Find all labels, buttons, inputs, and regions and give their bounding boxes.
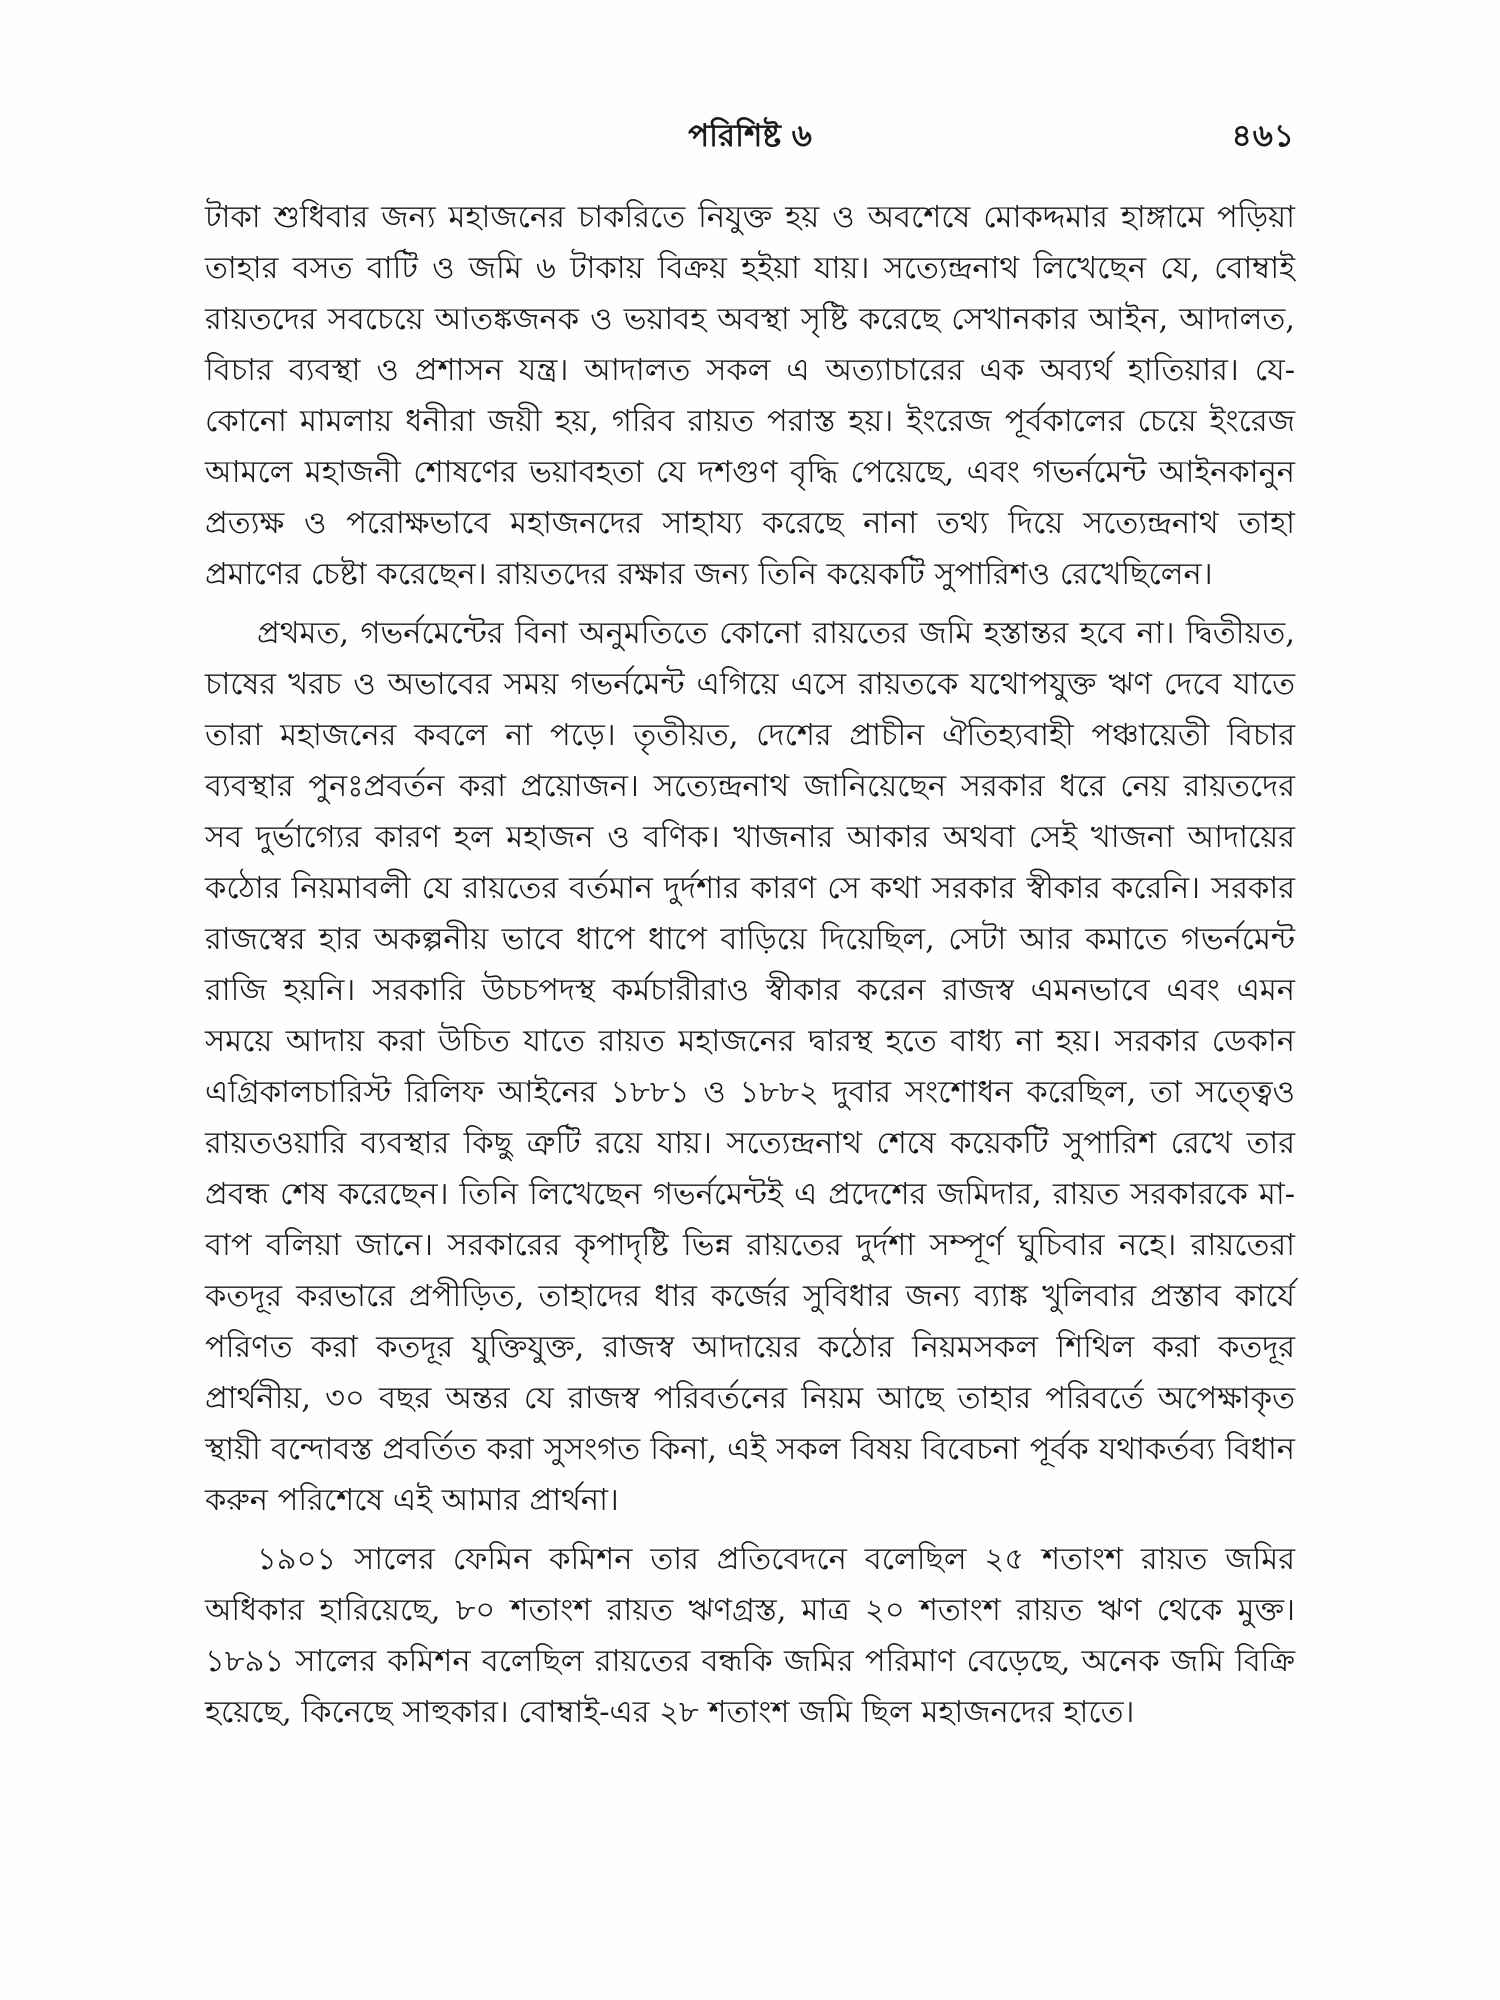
paragraph-3: ১৯০১ সালের ফেমিন কমিশন তার প্রতিবেদনে বলেছিল ২৫ শতাংশ রায়ত জমির অধিকার হারিয়েছে, ৮০ শতাংশ রায়ত ঋণগ্রস্ত, মাত্র ২০ শতাংশ রায়ত ঋণ থেকে মুক্ত। ১৮৯১ সালের কমিশন বলেছিল রায়তের বন্ধকি জমির পরিমাণ বেড়েছে, অনেক জমি বিক্রি হয়েছে, কিনেছে সাহুকার। বোম্বাই-এর ২৮ শতাংশ জমি ছিল মহাজনদের হাতে। [205, 1542, 1295, 1730]
paragraph-2: প্রথমত, গভর্নমেন্টের বিনা অনুমতিতে কোনো রায়তের জমি হস্তান্তর হবে না। দ্বিতীয়ত, চাষের খরচ ও অভাবের সময় গভর্নমেন্ট এগিয়ে এসে রায়তকে যথোপযুক্ত ঋণ দেবে যাতে তারা মহাজনের কবলে না পড়ে। তৃতীয়ত, দেশের প্রাচীন ঐতিহ্যবাহী পঞ্চায়েতী বিচার ব্যবস্থার পুনঃপ্রবর্তন করা প্রয়োজন। সত্যেন্দ্রনাথ জানিয়েছেন সরকার ধরে নেয় রায়তদের সব দুর্ভাগ্যের কারণ হল মহাজন ও বণিক। খাজনার আকার অথবা সেই খাজনা আদায়ের কঠোর নিয়মাবলী যে রায়তের বর্তমান দুর্দশার কারণ সে কথা সরকার স্বীকার করেনি। সরকার রাজস্বের হার অকল্পনীয় ভাবে ধাপে ধাপে বাড়িয়ে দিয়েছিল, সেটা আর কমাতে গভর্নমেন্ট রাজি হয়নি। সরকারি উচচপদস্থ কর্মচারীরাও স্বীকার করেন রাজস্ব এমনভাবে এবং এমন সময়ে আদায় করা উচিত যাতে রায়ত মহাজনের দ্বারস্থ হতে বাধ্য না হয়। সরকার ডেকান এগ্রিকালচারিস্ট রিলিফ আইনের ১৮৮১ ও ১৮৮২ দুবার সংশোধন করেছিল, তা সত্ত্বেও রায়তওয়ারি ব্যবস্থার কিছু ত্রুটি রয়ে যায়। সত্যেন্দ্রনাথ শেষে কয়েকটি সুপারিশ রেখে তার প্রবন্ধ শেষ করেছেন। তিনি লিখেছেন গভর্নমেন্টই এ প্রদেশের জমিদার, রায়ত সরকারকে মা-বাপ বলিয়া জানে। সরকারের কৃপাদৃষ্টি ভিন্ন রায়তের দুর্দশা সম্পূর্ণ ঘুচিবার নহে। রায়তেরা কতদূর করভারে প্রপীড়িত, তাহাদের ধার কর্জের সুবিধার জন্য ব্যাঙ্ক খুলিবার প্রস্তাব কার্যে পরিণত করা কতদূর যুক্তিযুক্ত, রাজস্ব আদায়ের কঠোর নিয়মসকল শিথিল করা কতদূর প্রার্থনীয়, ৩০ বছর অন্তর যে রাজস্ব পরিবর্তনের নিয়ম আছে তাহার পরিবর্তে অপেক্ষাকৃত স্থায়ী বন্দোবস্ত প্রবর্তিত করা সুসংগত কিনা, এই সকল বিষয় বিবেচনা পূর্বক যথাকর্তব্য বিধান করুন পরিশেষে এই আমার প্রার্থনা। [205, 616, 1295, 1518]
running-title: পরিশিষ্ট ৬ [688, 118, 812, 154]
page-number: ৪৬১ [1231, 118, 1295, 154]
page-header [205, 112, 1295, 162]
paragraph-1: টাকা শুধিবার জন্য মহাজনের চাকরিতে নিযুক্ত হয় ও অবশেষে মোকদ্দমার হাঙ্গামে পড়িয়া তাহার বসত বাটি ও জমি ৬ টাকায় বিক্রয় হইয়া যায়। সত্যেন্দ্রনাথ লিখেছেন যে, বোম্বাই রায়তদের সবচেয়ে আতঙ্কজনক ও ভয়াবহ অবস্থা সৃষ্টি করেছে সেখানকার আইন, আদালত, বিচার ব্যবস্থা ও প্রশাসন যন্ত্র। আদালত সকল এ অত্যাচারের এক অব্যর্থ হাতিয়ার। যে-কোনো মামলায় ধনীরা জয়ী হয়, গরিব রায়ত পরাস্ত হয়। ইংরেজ পূর্বকালের চেয়ে ইংরেজ আমলে মহাজনী শোষণের ভয়াবহতা যে দশগুণ বৃদ্ধি পেয়েছে, এবং গভর্নমেন্ট আইনকানুন প্রত্যক্ষ ও পরোক্ষভাবে মহাজনদের সাহায্য করেছে নানা তথ্য দিয়ে সত্যেন্দ্রনাথ তাহা প্রমাণের চেষ্টা করেছেন। রায়তদের রক্ষার জন্য তিনি কয়েকটি সুপারিশও রেখেছিলেন। [205, 200, 1295, 592]
body-text [205, 192, 1295, 1738]
